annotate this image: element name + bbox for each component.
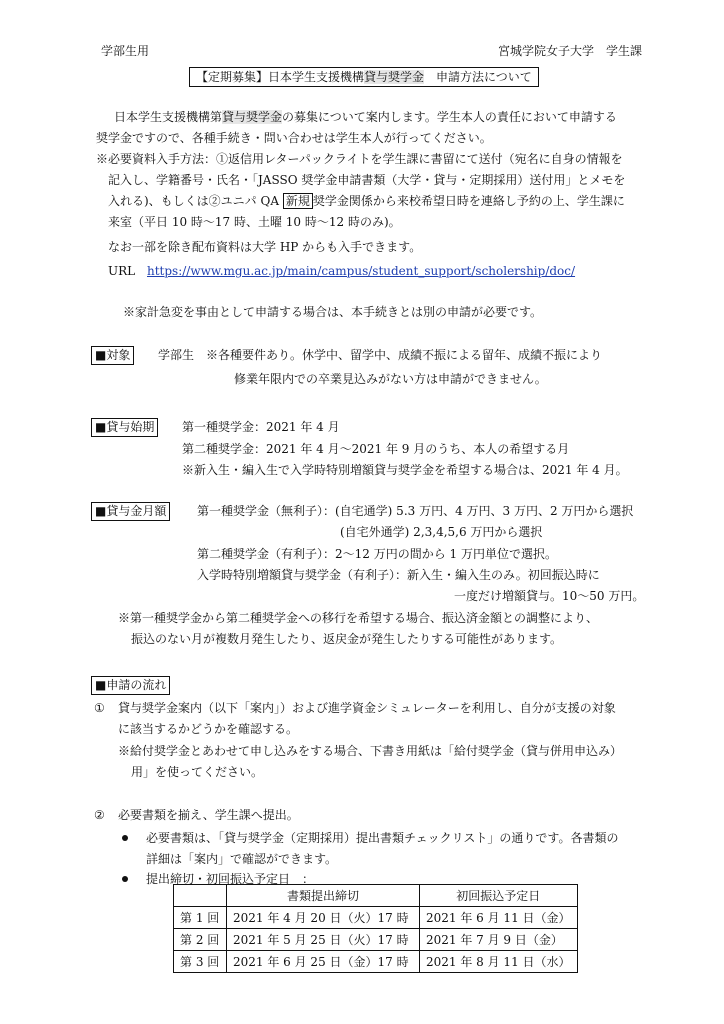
- start-line-3: ※新入生・編入生で入学時特別増額貸与奨学金を希望する場合は、2021 年 4 月。: [182, 463, 628, 477]
- title-suffix: 申請方法について: [424, 70, 532, 84]
- intro-note: ※家計急変を事由として申請する場合は、本手続きとは別の申請が必要です。: [123, 305, 543, 319]
- target-line-1: 学部生 ※各種要件あり。休学中、留学中、成績不振による留年、成績不振により: [158, 348, 603, 362]
- table-row: [174, 951, 578, 973]
- table-header-cell: 書類提出締切: [227, 885, 420, 907]
- intro-text: の募集について案内します。学生本人の責任において申請する: [282, 110, 617, 124]
- start-line-1: 第一種奨学金：2021 年 4 月: [182, 420, 340, 434]
- table-header-row: [174, 885, 578, 907]
- intro-line-6: 来室（平日 10 時～17 時、土曜 10 時～12 時のみ)。: [108, 215, 401, 229]
- amount-line-1: 第一種奨学金（無利子）：(自宅通学) 5.3 万円、4 万円、3 万円、2 万円から選択: [197, 504, 634, 518]
- section-label-target: ■対象: [91, 346, 134, 365]
- url-label: URL: [108, 264, 136, 278]
- step-1-line-4: 用」を使ってください。: [131, 765, 264, 779]
- table-cell: 2021 年 4 月 20 日（火）17 時: [227, 907, 420, 929]
- step-1-line-3: ※給付奨学金とあわせて申し込みをする場合、下書き用紙は「給付奨学金（貸与併用申込み）: [118, 744, 623, 758]
- page-title: [189, 67, 539, 87]
- section-label-amount: ■貸与金月額: [91, 502, 170, 521]
- step-2-line-1: 必要書類を揃え、学生課へ提出。: [118, 808, 299, 822]
- table-row: [174, 929, 578, 951]
- intro-line-7: なお一部を除き配布資料は大学 HP からも入手できます。: [108, 240, 422, 254]
- intro-line-1: [114, 108, 617, 126]
- table-cell: 2021 年 8 月 11 日（水）: [420, 951, 578, 973]
- new-label-box: 新規: [283, 193, 313, 209]
- table-cell: 2021 年 6 月 25 日（金）17 時: [227, 951, 420, 973]
- intro-highlight: 貸与奨学金: [222, 110, 283, 124]
- url-link[interactable]: https://www.mgu.ac.jp/main/campus/student_support/scholership/doc/: [147, 264, 576, 278]
- doc-issuer: 宮城学院女子大学 学生課: [498, 44, 643, 58]
- section-label-flow: ■申請の流れ: [91, 676, 170, 695]
- title-highlight: 貸与奨学金: [364, 70, 425, 84]
- table-cell: 2021 年 6 月 11 日（金）: [420, 907, 578, 929]
- intro-line-2: 奨学金ですので、各種手続き・問い合わせは学生本人が行ってください。: [96, 131, 492, 145]
- step-1-line-2: に該当するかどうかを確認する。: [118, 722, 299, 736]
- table-cell: 第 2 回: [174, 929, 227, 951]
- section-label-start: ■貸与始期: [91, 418, 158, 437]
- bullet-2-line-1: 提出締切・初回振込予定日 ：: [146, 872, 315, 886]
- bullet-1-line-2: 詳細は「案内」で確認ができます。: [146, 852, 338, 866]
- intro-text: 入れる)、もしくは②ユニパ QA: [108, 194, 283, 208]
- table-cell: 2021 年 7 月 9 日（金）: [420, 929, 578, 951]
- table-header-cell: [174, 885, 227, 907]
- amount-line-3: 第二種奨学金（有利子）：2～12 万円の間から 1 万円単位で選択。: [197, 547, 557, 561]
- amount-line-4: 入学時特別増額貸与奨学金（有利子）：新入生・編入生のみ。初回振込時に: [197, 568, 600, 582]
- doc-audience: 学部生用: [101, 44, 150, 58]
- amount-line-7: 振込のない月が複数月発生したり、返戻金が発生したりする可能性があります。: [131, 632, 563, 646]
- table-cell: 第 1 回: [174, 907, 227, 929]
- amount-line-2: (自宅外通学) 2,3,4,5,6 万円から選択: [340, 525, 543, 539]
- schedule-table: [173, 884, 578, 973]
- bullet-1-line-1: 必要書類は、「貸与奨学金（定期採用）提出書類チェックリスト」の通りです。各書類の: [146, 831, 619, 845]
- intro-line-5: [108, 192, 625, 210]
- start-line-2: 第二種奨学金：2021 年 4 月～2021 年 9 月のうち、本人の希望する月: [182, 442, 570, 456]
- table-cell: 第 3 回: [174, 951, 227, 973]
- intro-text: 奨学金関係から来校希望日時を連絡し予約の上、学生課に: [312, 194, 625, 208]
- step-1-number: ①: [94, 701, 105, 715]
- bullet-icon: [122, 876, 128, 882]
- target-line-2: 修業年限内での卒業見込みがない方は申請ができません。: [234, 372, 547, 386]
- step-2-number: ②: [94, 808, 105, 822]
- intro-line-4: 記入し、学籍番号・氏名・「JASSO 奨学金申請書類（大学・貸与・定期採用）送付用」とメモを: [108, 173, 626, 187]
- bullet-icon: [122, 835, 128, 841]
- table-row: [174, 907, 578, 929]
- step-1-line-1: 貸与奨学金案内（以下「案内」）および進学資金シミュレーターを利用し、自分が支援の対象: [118, 701, 616, 715]
- table-cell: 2021 年 5 月 25 日（火）17 時: [227, 929, 420, 951]
- intro-line-3: ※必要資料入手方法：①返信用レターパックライトを学生課に書留にて送付（宛名に自身の情報を: [96, 152, 623, 166]
- title-prefix: 【定期募集】日本学生支援機構: [196, 70, 365, 84]
- intro-text: 日本学生支援機構第: [114, 110, 223, 124]
- table-header-cell: 初回振込予定日: [420, 885, 578, 907]
- amount-line-5: 一度だけ増額貸与。10～50 万円。: [454, 589, 645, 603]
- amount-line-6: ※第一種奨学金から第二種奨学金への移行を希望する場合、振込済金額との調整により、: [118, 611, 599, 625]
